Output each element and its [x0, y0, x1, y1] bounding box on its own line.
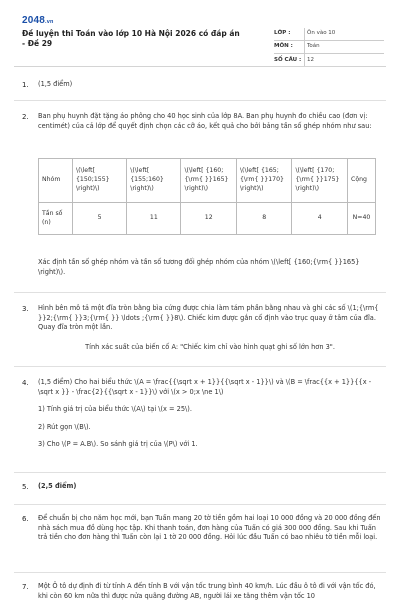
sub-question-3: 3) Cho \(P = A.B\). So sánh giá trị của \(P\) với 1. [38, 440, 198, 449]
logo-suffix: .vn [45, 19, 54, 25]
table-cell: 4 [292, 203, 348, 235]
question-separator [14, 366, 386, 367]
table-cell: \(\left[ {150;155} \right)\) [73, 159, 127, 203]
table-cell: 5 [73, 203, 127, 235]
table-cell: \(\left[ {170;{\rm{ }}175} \right)\) [292, 159, 348, 203]
frequency-table [38, 158, 376, 235]
meta-row-subject [274, 41, 384, 54]
meta-value: Toán [304, 41, 320, 53]
logo-text: 2048 [22, 15, 46, 26]
question-number: 7. [22, 583, 29, 591]
question-number: 2. [22, 113, 29, 121]
question-7 [22, 582, 382, 600]
question-number: 5. [22, 483, 29, 491]
table-row [39, 203, 376, 235]
table-cell: N=40 [348, 203, 376, 235]
question-separator [14, 472, 386, 473]
question-separator [14, 292, 386, 293]
meta-label: MÔN : [274, 43, 293, 50]
table-header-cell: Nhóm [39, 159, 73, 203]
question-number: 6. [22, 515, 29, 523]
question-2-followup [22, 258, 382, 277]
question-prompt: Tính xác suất của biến cố A: "Chiếc kim chỉ vào hình quạt ghi số lớn hơn 3". [85, 342, 335, 351]
question-2 [22, 112, 382, 131]
question-3 [22, 304, 382, 352]
site-logo[interactable] [22, 14, 54, 29]
question-text: (1,5 điểm) Cho hai biểu thức \(A = \frac{{\sqrt x + 1}}{{\sqrt x - 1}}\) và \(B = \frac{{x + 1}}{{x - \sqrt x }} - \frac{2}{{\sqrt x - 1}}\) với \(x > 0;x \ne 1\) [38, 378, 372, 396]
question-separator [14, 572, 386, 573]
meta-value: Ôn vào 10 [304, 28, 335, 40]
document-title: Đề luyện thi Toán vào lớp 10 Hà Nội 2026 có đáp án - Đề 29 [22, 29, 240, 48]
question-5 [22, 482, 382, 492]
question-text: Hình bên mô tả một đĩa tròn bằng bìa cứng được chia làm tám phần bằng nhau và ghi các số \(1;{\rm{ }}2;{\rm{ }}3;{\rm{ }} \ldots ;{\rm{ }}8\). Chiếc kim được gắn cố định vào trục quay ở tâm của đĩa. Quay đĩa tròn một lần. [38, 304, 379, 332]
question-number: 1. [22, 81, 29, 89]
page-header [22, 14, 382, 63]
header-divider [14, 66, 386, 67]
meta-value: 12 [304, 54, 314, 67]
table-cell: 12 [181, 203, 237, 235]
question-6 [22, 514, 382, 543]
meta-label: LỚP : [274, 30, 291, 37]
table-row [39, 159, 376, 203]
question-text: Xác định tần số ghép nhóm và tần số tương đối ghép nhóm của nhóm \(\left[ {160;{\rm{ }}165} \right)\). [38, 258, 360, 276]
question-text: (2,5 điểm) [38, 482, 77, 490]
question-number: 3. [22, 305, 29, 313]
table-cell: Cộng [348, 159, 376, 203]
table-cell: 11 [127, 203, 181, 235]
question-separator [14, 100, 386, 101]
table-cell: 8 [236, 203, 292, 235]
question-number: 4. [22, 379, 29, 387]
table-cell: \(\left[ {165;{\rm{ }}170} \right)\) [236, 159, 292, 203]
question-4 [22, 378, 382, 450]
question-text: (1,5 điểm) [38, 80, 73, 88]
question-text: Ban phụ huynh đặt tặng áo phông cho 40 học sinh của lớp 8A. Ban phụ huynh đo chiều cao (đơn vị: centimét) của cả lớp để quyết định chọn các cỡ áo, kết quả cho bởi bảng tần số ghép nhóm như sau: [38, 112, 372, 130]
question-text: Một Ô tô dự định đi từ tỉnh A đến tỉnh B với vận tốc trung bình 40 km/h. Lúc đầu ô tô đi với vận tốc đó, khi còn 60 km nữa thì được nửa quãng đường AB, người lái xe tăng thêm vận tốc 10 [38, 582, 376, 600]
question-1 [22, 80, 382, 90]
meta-label: SỐ CÂU : [274, 56, 302, 63]
question-text: Để chuẩn bị cho năm học mới, bạn Tuấn mang 20 tờ tiền gồm hai loại 10 000 đồng và 20 000 đồng đến nhà sách mua đồ dùng học tập. Khi thanh toán, đơn hàng của Tuấn có giá 300 000 đồng. Sau khi Tuấn trả tiền cho đơn hàng thì Tuấn còn lại 1 tờ 20 000 đồng. Hỏi lúc đầu Tuấn có bao nhiêu tờ tiền mỗi loại. [38, 514, 381, 542]
table-cell: \(\left[ {155;160} \right)\) [127, 159, 181, 203]
sub-question-1: 1) Tính giá trị của biểu thức \(A\) tại \(x = 25\). [38, 405, 192, 414]
meta-row-class [274, 28, 384, 41]
table-cell: \(\left[ {160;{\rm{ }}165} \right)\) [181, 159, 237, 203]
meta-box [274, 28, 384, 67]
table-header-cell: Tần số (n) [39, 203, 73, 235]
sub-question-2: 2) Rút gọn \(B\). [38, 422, 91, 431]
question-separator [14, 504, 386, 505]
